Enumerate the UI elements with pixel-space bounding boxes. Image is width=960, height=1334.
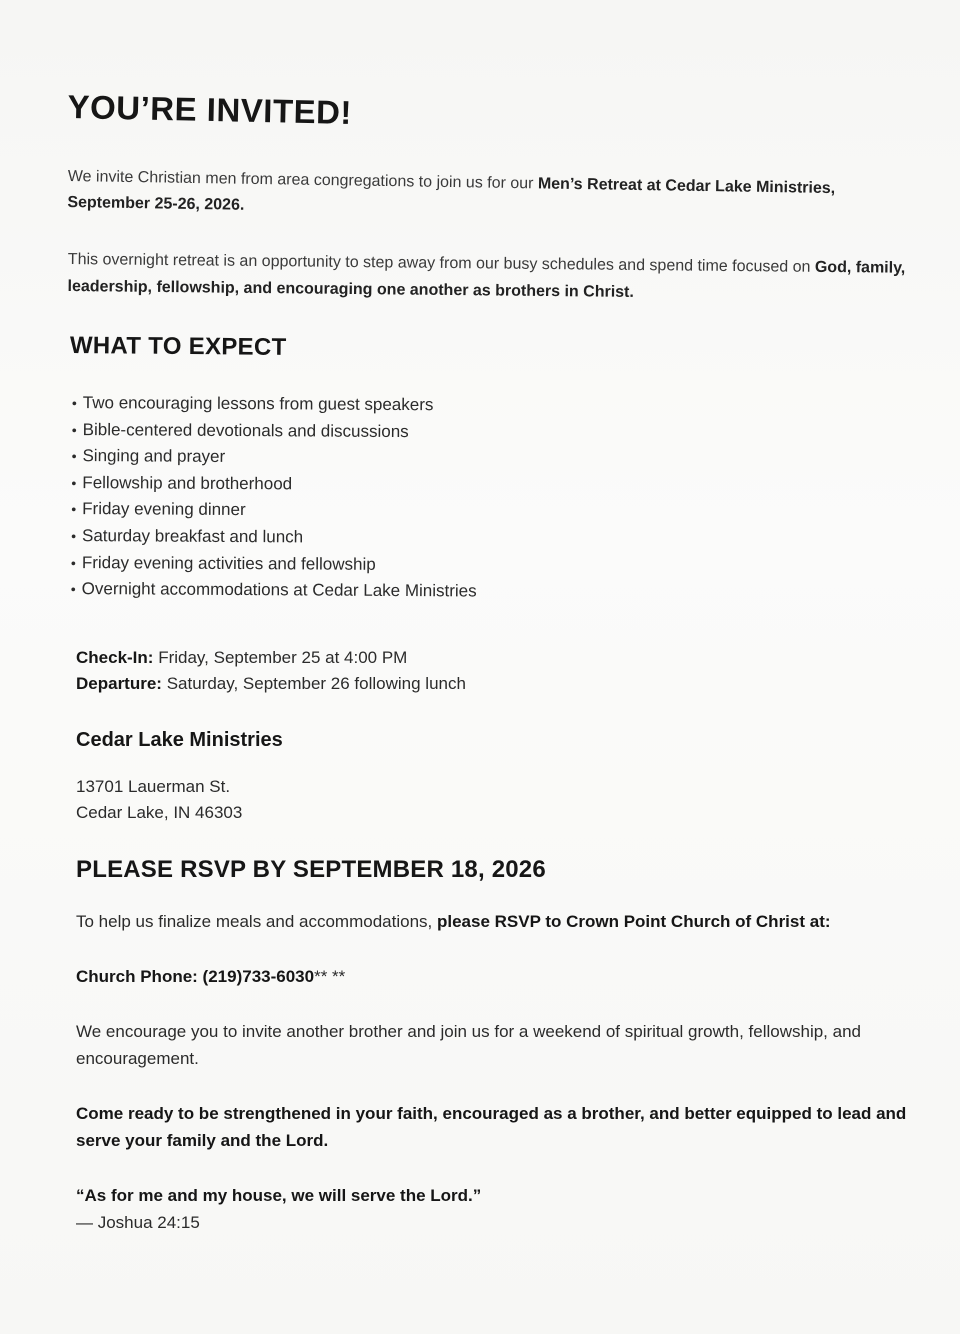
what-to-expect-heading: WHAT TO EXPECT bbox=[69, 332, 287, 361]
overnight-bold-text: God, family, leadership, fellowship, and encouraging one another as brothers in Christ. bbox=[67, 258, 906, 301]
rsvp-paragraph bbox=[76, 908, 916, 935]
intro-bold-text: Men’s Retreat at Cedar Lake Ministries, September 25-26, 2026. bbox=[67, 175, 836, 214]
departure-label: Departure: bbox=[76, 674, 162, 693]
page-title: YOU’RE INVITED! bbox=[67, 88, 353, 131]
bullet-icon: • bbox=[70, 581, 76, 598]
expect-list bbox=[71, 390, 918, 608]
strength-paragraph bbox=[76, 1100, 916, 1154]
list-item: • Friday evening dinner bbox=[71, 499, 246, 520]
checkin-label: Check-In: bbox=[76, 648, 154, 667]
venue-name: Cedar Lake Ministries bbox=[76, 729, 283, 751]
rsvp-bold-text: please RSVP to Crown Point Church of Christ at: bbox=[436, 912, 831, 931]
intro-paragraph bbox=[67, 164, 868, 229]
list-item: • Two encouraging lessons from guest speakers bbox=[71, 393, 434, 415]
church-phone: Church Phone: (219)733-6030 bbox=[76, 967, 315, 986]
list-item: • Friday evening activities and fellowship bbox=[70, 552, 376, 574]
rsvp-text: To help us finalize meals and accommodations, bbox=[76, 912, 437, 931]
bullet-icon: • bbox=[71, 421, 77, 438]
departure-line bbox=[76, 671, 916, 697]
bullet-icon: • bbox=[71, 501, 77, 518]
invitation-upper-section bbox=[68, 88, 918, 603]
intro-text: We invite Christian men from area congregations to join us for our bbox=[67, 167, 539, 193]
address-line-1: 13701 Lauerman St. bbox=[76, 777, 231, 796]
scripture-quote bbox=[76, 1182, 916, 1209]
scripture-reference: — Joshua 24:15 bbox=[76, 1213, 200, 1232]
address-line-2: Cedar Lake, IN 46303 bbox=[76, 803, 243, 822]
overnight-text: This overnight retreat is an opportunity to step away from our busy schedules and spend time focused on bbox=[67, 250, 815, 276]
venue-address bbox=[76, 774, 916, 826]
list-item: • Bible-centered devotionals and discussions bbox=[71, 419, 409, 441]
bullet-icon: • bbox=[71, 394, 77, 412]
list-item: • Fellowship and brotherhood bbox=[71, 472, 293, 494]
bullet-icon: • bbox=[71, 527, 77, 544]
list-item: • Overnight accommodations at Cedar Lake Ministries bbox=[70, 579, 477, 601]
list-item: • Singing and prayer bbox=[71, 446, 226, 467]
overnight-paragraph bbox=[67, 246, 918, 309]
quote-text: “As for me and my house, we will serve the Lord.” bbox=[76, 1186, 482, 1205]
bullet-icon: • bbox=[70, 554, 76, 571]
checkin-value: Friday, September 25 at 4:00 PM bbox=[153, 648, 408, 667]
bullet-icon: • bbox=[71, 448, 77, 465]
invitation-lower-section bbox=[76, 645, 916, 1236]
departure-value: Saturday, September 26 following lunch bbox=[161, 674, 466, 693]
invite-paragraph: We encourage you to invite another brother and join us for a weekend of spiritual growth, fellowship, and encouragement. bbox=[76, 1022, 861, 1068]
list-item: • Saturday breakfast and lunch bbox=[71, 526, 304, 547]
checkin-line bbox=[76, 645, 916, 671]
church-phone-line bbox=[76, 963, 916, 990]
rsvp-heading: PLEASE RSVP BY SEPTEMBER 18, 2026 bbox=[76, 856, 546, 883]
bullet-icon: • bbox=[71, 474, 77, 491]
phone-suffix: ** ** bbox=[314, 967, 346, 986]
strength-bold-text: Come ready to be strengthened in your faith, encouraged as a brother, and better equipped to lead and serve your family and the Lord. bbox=[76, 1104, 907, 1150]
